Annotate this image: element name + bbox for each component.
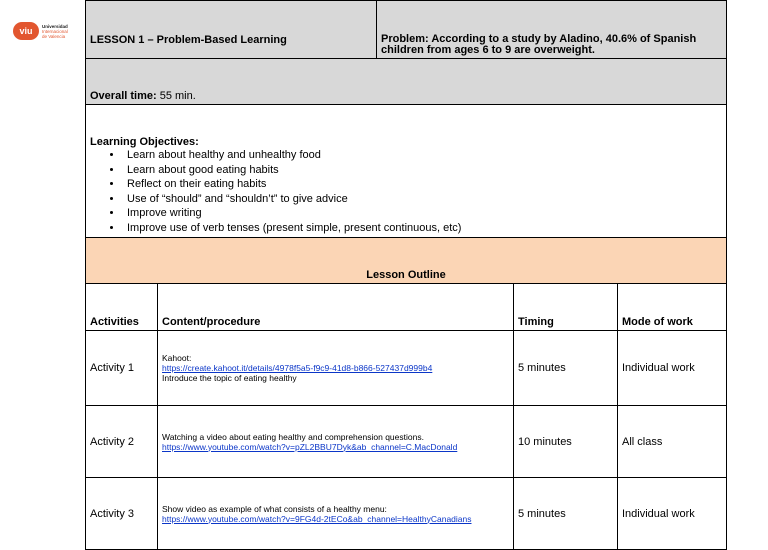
- objective-item: • Learn about good eating habits: [123, 163, 722, 178]
- objective-item: • Reflect on their eating habits: [123, 177, 722, 192]
- content-text: Show video as example of what consists of a healthy menu:: [162, 503, 387, 514]
- lesson-outline-row: [85, 238, 727, 284]
- activity-content: [157, 331, 513, 405]
- header-row: [85, 0, 727, 59]
- column-header-row: [85, 284, 727, 331]
- table-row: [85, 478, 727, 550]
- column-header-timing: Timing: [513, 284, 617, 330]
- lesson-outline-title: Lesson Outline: [366, 269, 446, 281]
- kahoot-link[interactable]: https://create.kahoot.it/details/4978f5a5-f9c9-41d8-b866-527437d999b4: [162, 363, 433, 373]
- objective-item: • Improve writing: [123, 206, 722, 221]
- logo-badge: viu: [13, 22, 39, 40]
- overall-time-cell: [86, 59, 726, 104]
- lesson-title: LESSON 1 – Problem-Based Learning: [90, 33, 287, 46]
- objectives-title: Learning Objectives:: [90, 136, 199, 148]
- activity-mode: All class: [617, 406, 726, 477]
- lesson-plan-table: [85, 0, 727, 550]
- objective-item: • Learn about healthy and unhealthy food: [123, 148, 722, 163]
- logo-line-2: Internacional: [42, 28, 68, 34]
- youtube-link[interactable]: https://www.youtube.com/watch?v=9FG4d-2tECo&ab_channel=HealthyCanadians: [162, 513, 472, 524]
- column-header-content: Content/procedure: [157, 284, 513, 330]
- logo-text: [42, 24, 68, 39]
- problem-statement: Problem: According to a study by Aladino, 40.6% of Spanish children from ages 6 to 9 are overweight.: [376, 1, 726, 58]
- logo-line-3: de Valencia: [42, 33, 66, 39]
- university-logo: [13, 22, 68, 40]
- logo-line-1: Universidad: [42, 23, 68, 29]
- activity-name: Activity 2: [90, 435, 135, 448]
- table-row: [85, 331, 727, 406]
- column-header-mode: Mode of work: [617, 284, 726, 330]
- activity-timing: 5 minutes: [513, 331, 617, 405]
- column-header-activities: Activities: [90, 316, 139, 328]
- overall-time-value: 55 min.: [156, 90, 196, 102]
- content-text: Watching a video about eating healthy and comprehension questions.: [162, 431, 424, 442]
- activity-content: [157, 478, 513, 549]
- content-text: Introduce the topic of eating healthy: [162, 373, 297, 383]
- activity-name: Activity 3: [90, 507, 135, 520]
- activity-mode: Individual work: [617, 478, 726, 549]
- objectives-list: [90, 148, 722, 235]
- activity-timing: 10 minutes: [513, 406, 617, 477]
- activity-name: Activity 1: [90, 362, 135, 374]
- youtube-link[interactable]: https://www.youtube.com/watch?v=pZL2BBU7Dyk&ab_channel=C.MacDonald: [162, 441, 458, 452]
- objectives-cell: [86, 105, 726, 237]
- overall-time-row: [85, 59, 727, 105]
- content-text: Kahoot:: [162, 353, 192, 363]
- objectives-row: [85, 105, 727, 238]
- activity-content: [157, 406, 513, 477]
- table-row: [85, 406, 727, 478]
- objective-item: • Improve use of verb tenses (present simple, present continuous, etc): [123, 221, 722, 236]
- overall-time-label: Overall time:: [90, 90, 157, 102]
- activity-mode: Individual work: [617, 331, 726, 405]
- activity-timing: 5 minutes: [513, 478, 617, 549]
- objective-item: • Use of “should” and “shouldn’t” to give advice: [123, 192, 722, 207]
